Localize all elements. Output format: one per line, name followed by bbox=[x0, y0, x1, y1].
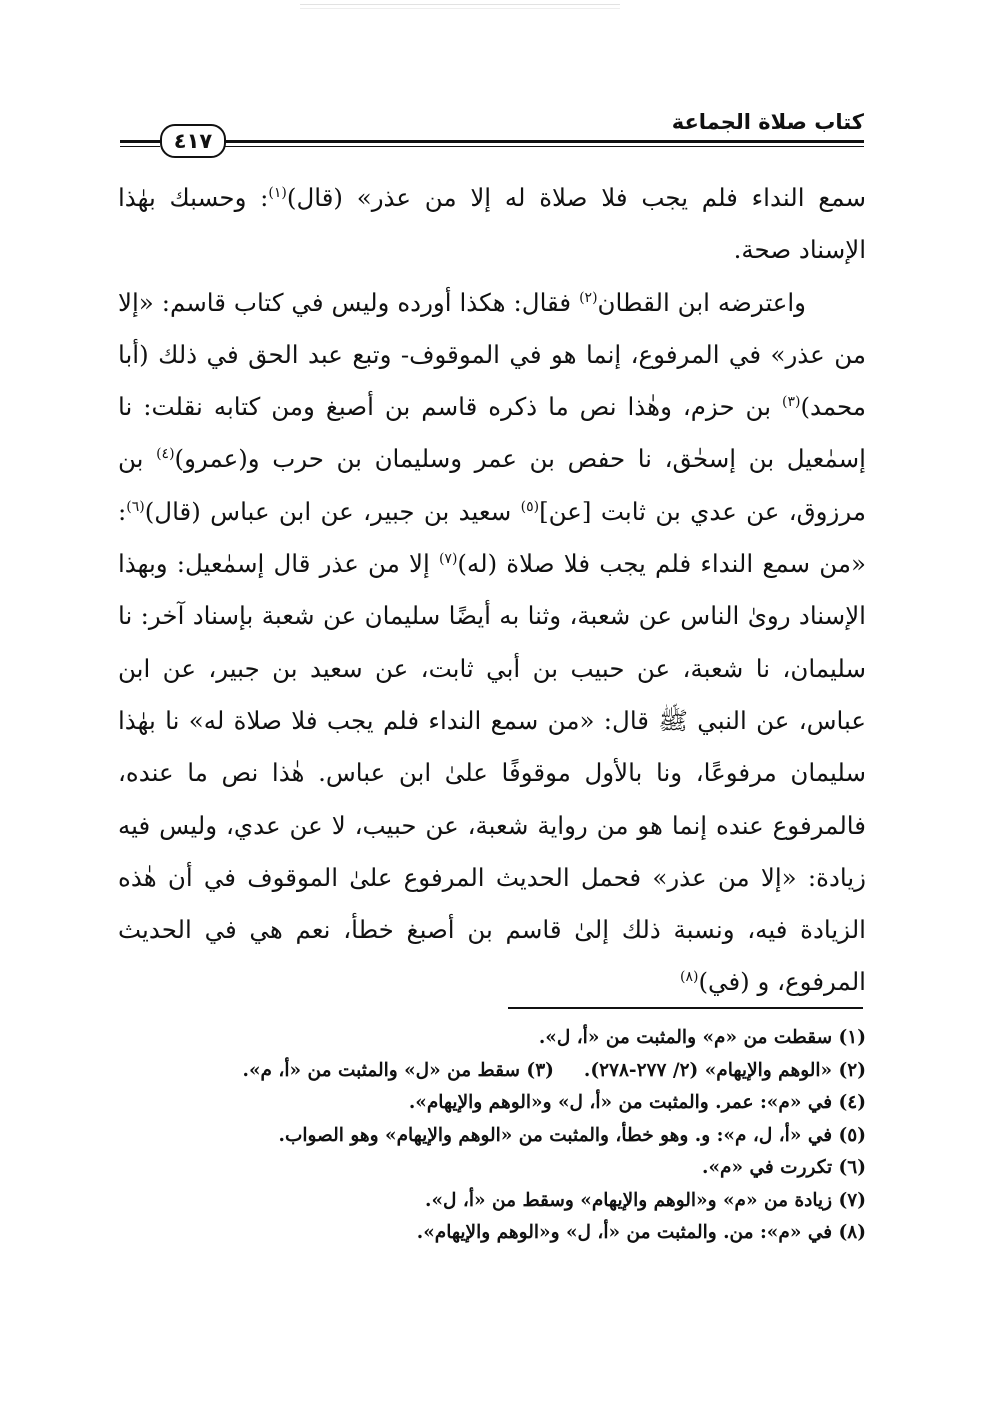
footnote: (٦) تكررت في «م». bbox=[702, 1157, 866, 1178]
header-rule-thin bbox=[222, 146, 864, 147]
footnote-ref: (٥) bbox=[520, 498, 540, 515]
header-rule bbox=[222, 140, 864, 143]
footnote: (٨) في «م»: من. والمثبت من «أ، ل» و«الوهم والإيهام». bbox=[416, 1222, 866, 1243]
book-title: كتاب صلاة الجماعة bbox=[671, 110, 864, 134]
footnote-ref: (١) bbox=[268, 184, 287, 201]
paragraph: سمع النداء فلم يجب فلا صلاة له إلا من عذر» (قال)$^{(١)}$: وحسبك بهٰذا الإسناد صحة. bbox=[118, 183, 866, 265]
footnote-ref: (٢) bbox=[579, 289, 598, 306]
footnotes bbox=[150, 1022, 866, 1250]
footnote: (٤) في «م»: عمر. والمثبت من «أ، ل» و«الوهم والإيهام». bbox=[408, 1092, 866, 1113]
footnote: (٥) في «أ، ل، م»: و. وهو خطأ، والمثبت من «الوهم والإيهام» وهو الصواب. bbox=[278, 1124, 866, 1146]
header-rule-left-thin bbox=[120, 146, 160, 147]
page-header bbox=[120, 102, 864, 162]
footnote: (٧) زيادة من «م» و«الوهم والإيهام» وسقط من «أ، ل». bbox=[425, 1189, 866, 1211]
footnote: (٣) سقط من «ل» والمثبت من «أ، م». bbox=[242, 1059, 554, 1081]
footnote-ref: (٣) bbox=[782, 394, 801, 411]
footnote: (١) سقطت من «م» والمثبت من «أ، ل». bbox=[538, 1027, 866, 1048]
footnote-separator bbox=[508, 1007, 863, 1009]
scan-artifact bbox=[300, 4, 620, 9]
header-rule-left bbox=[120, 140, 160, 143]
footnote-line bbox=[150, 1055, 866, 1088]
paragraph: واعترضه ابن القطان$^{(٢)}$ فقال: هكذا أورده وليس في كتاب قاسم: «إلا من عذر» في المرفوع، إنما هو في الموقوف- وتبع عبد الحق في ذلك (أبا محمد)$^{(٣)}$ بن حزم، وهٰذا نص ما ذكره قاسم بن أصبغ ومن كتابه نقلت: نا إسمٰعيل بن إسحٰق، نا حفص بن عمر وسليمان بن حرب و(عمرو)$^{(٤)}$ بن مرزوق، عن عدي بن ثابت [عن]$^{(٥)}$ سعيد بن جبير، عن ابن عباس (قال)$^{(٦)}$: «من سمع النداء فلم يجب فلا صلاة (له)$^{(٧)}$ إلا من عذر قال إسمٰعيل: وبهذا الإسناد روىٰ الناس عن شعبة، وثنا به أيضًا سليمان عن شعبة بإسناد آخر: نا سليمان، نا شعبة، عن حبيب بن أبي ثابت، عن سعيد بن جبير، عن ابن عباس، عن النبي ﷺ قال: «من سمع النداء فلم يجب فلا صلاة له» نا بهٰذا سليمان مرفوعًا، ونا بالأول موقوفًا علىٰ ابن عباس. هٰذا نص ما عنده، فالمرفوع عنده إنما هو من رواية شعبة، عن حبيب، لا عن عدي، وليس فيه زيادة: «إلا من عذر» فحمل الحديث المرفوع علىٰ الموقوف في أن هٰذه الزيادة فيه، ونسبة ذلك إلىٰ قاسم بن أصبغ خطأ، نعم هي في الحديث المرفوع، و (في)$^{(٨)}$ bbox=[118, 287, 866, 997]
footnote-ref: (٦) bbox=[126, 498, 145, 515]
footnote-ref: (٧) bbox=[438, 550, 458, 567]
footnote: (٢) «الوهم والإيهام» (٢/ ٢٧٧-٢٧٨). bbox=[583, 1059, 866, 1081]
page-number: ٤١٧ bbox=[160, 124, 226, 158]
main-text bbox=[118, 172, 866, 1009]
footnote-ref: (٤) bbox=[156, 446, 175, 463]
footnote-ref: (٨) bbox=[680, 969, 699, 986]
